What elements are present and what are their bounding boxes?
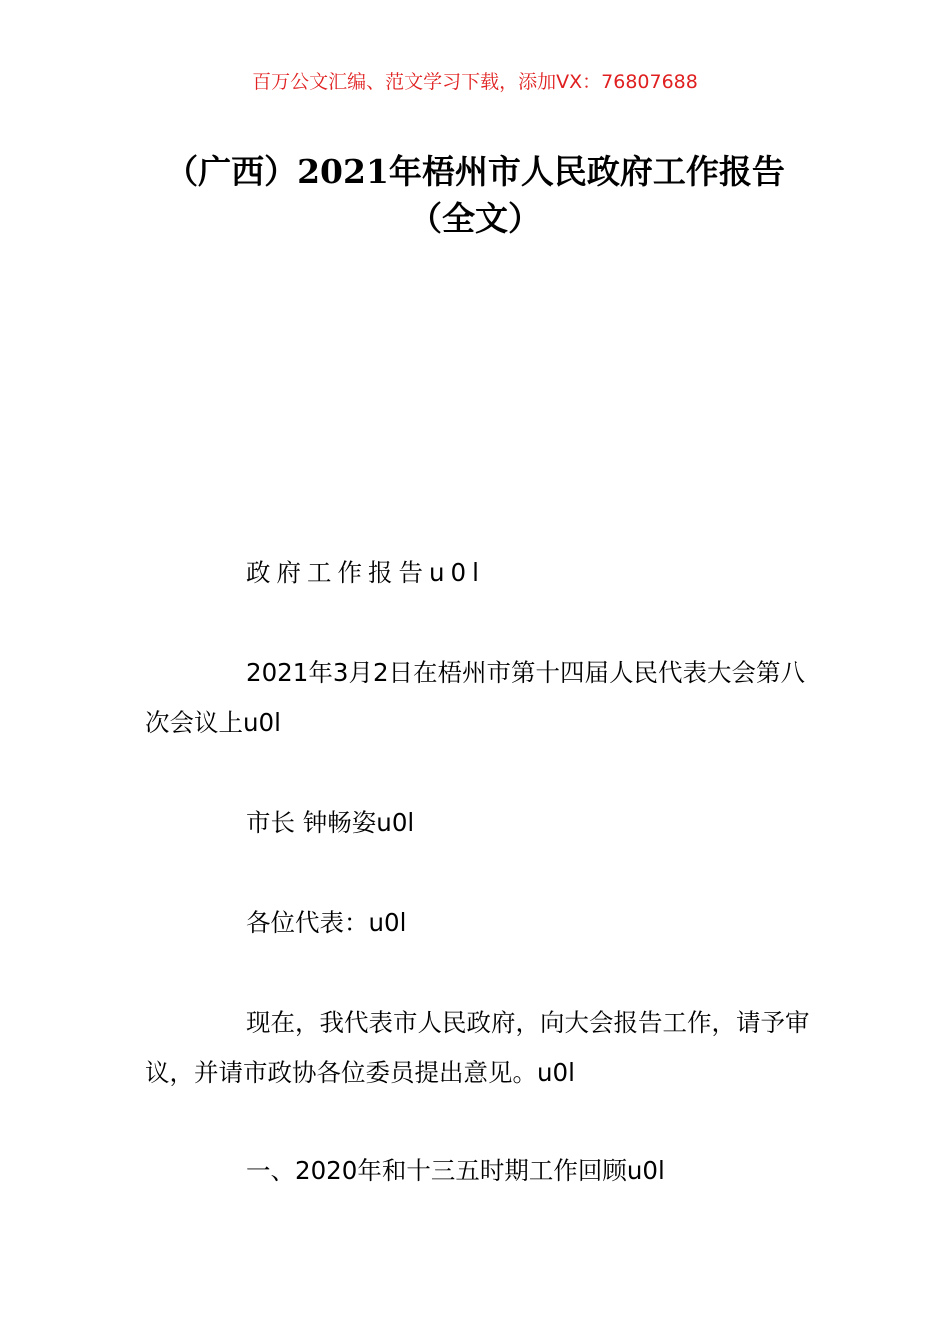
paragraph-introduction: 现在，我代表市人民政府，向大会报告工作，请予审议，并请市政协各位委员提出意见。u0l xyxy=(145,1008,810,1087)
paragraph-section-heading: 一、2020年和十三五时期工作回顾u0l xyxy=(246,1156,665,1185)
paragraph-report-heading: 政府工作报告u0l xyxy=(246,558,485,587)
paragraph-salutation: 各位代表：u0l xyxy=(246,908,407,937)
document-title: （广西）2021年梧州市人民政府工作报告（全文） xyxy=(165,152,785,238)
paragraph-speaker: 市长 钟畅姿u0l xyxy=(246,808,415,837)
paragraph-meeting-date: 2021年3月2日在梧州市第十四届人民代表大会第八次会议上u0l xyxy=(145,658,806,737)
watermark-header: 百万公文汇编、范文学习下载，添加VX：76807688 xyxy=(252,71,698,93)
